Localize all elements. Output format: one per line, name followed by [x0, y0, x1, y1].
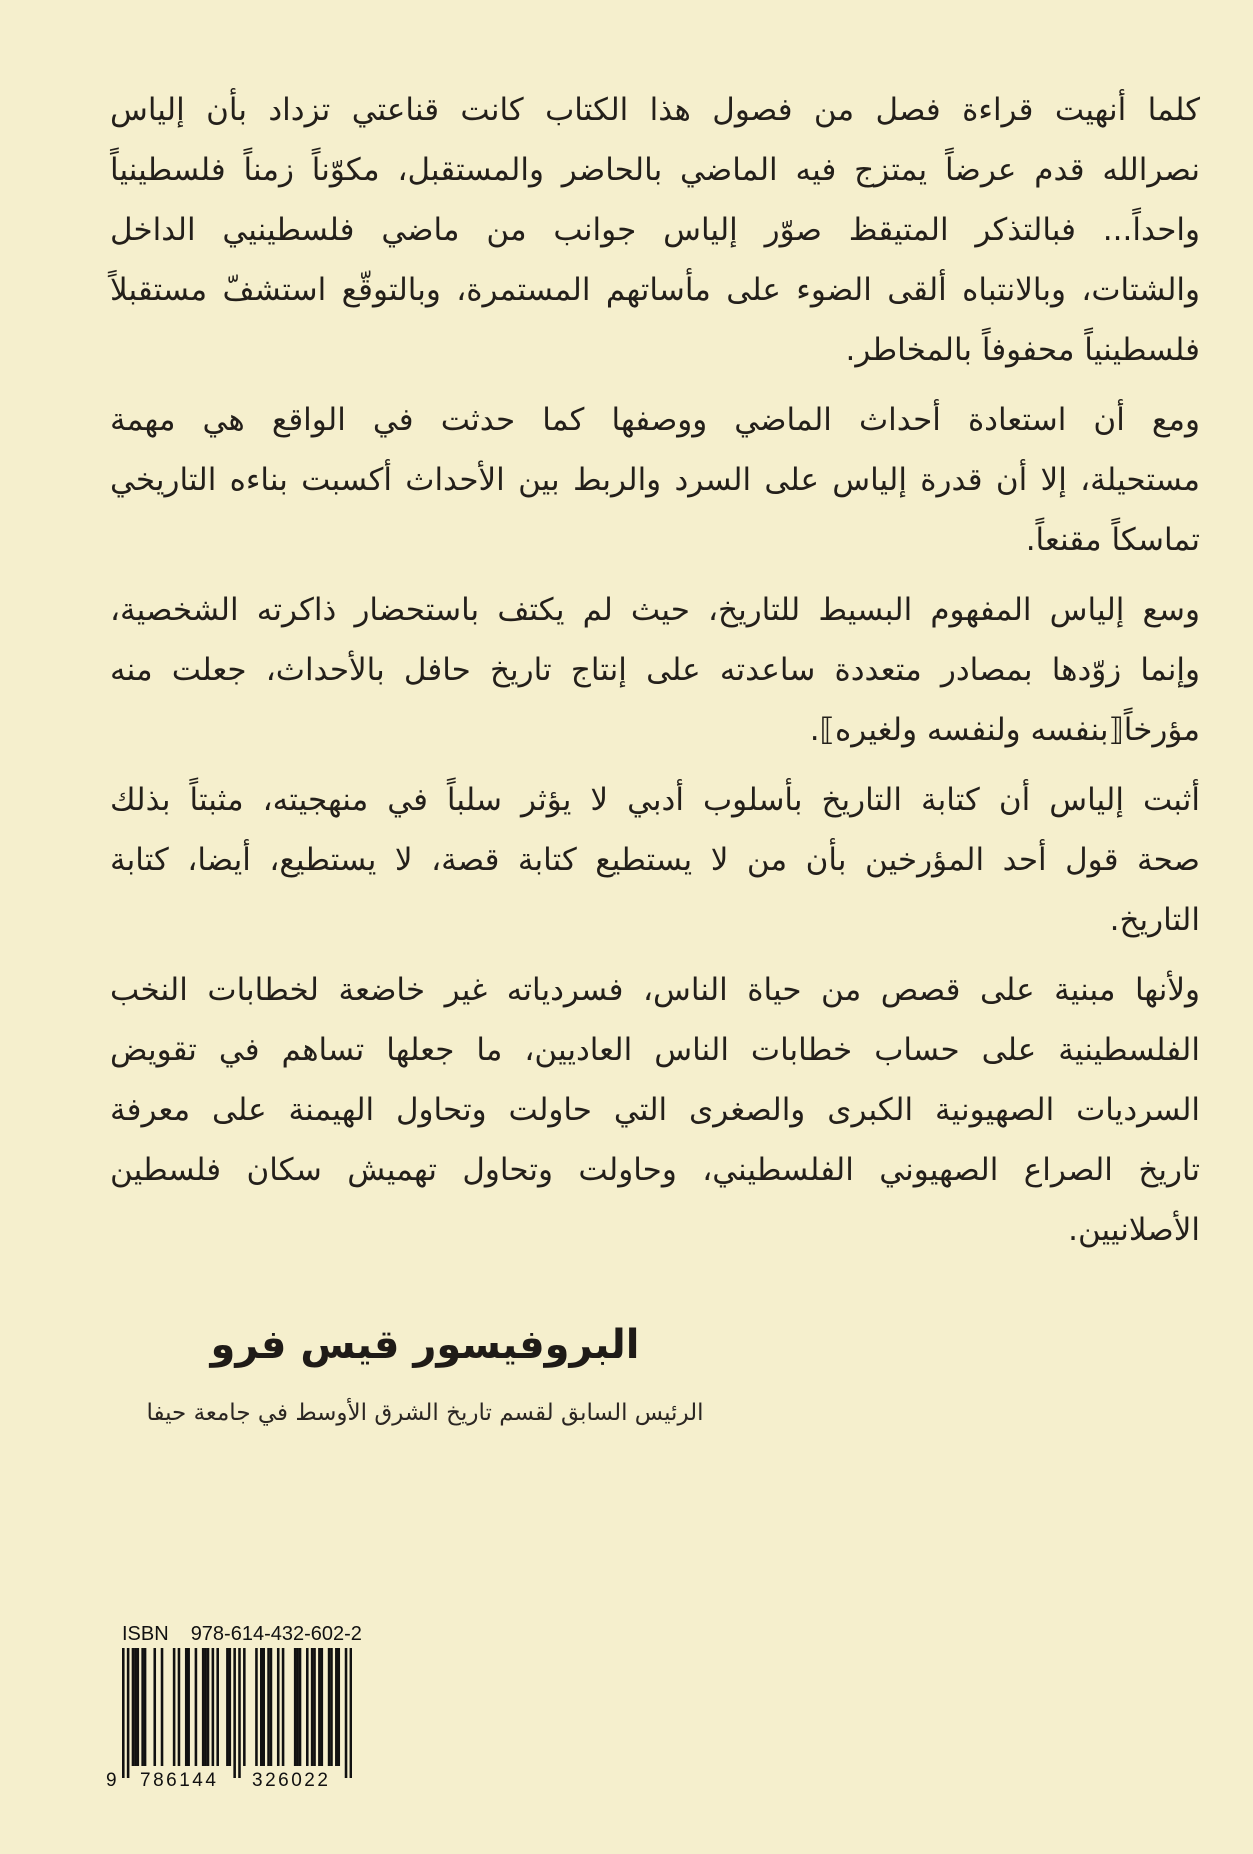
barcode-bar: [330, 1648, 333, 1766]
text-line: ولأنها مبنية على قصص من حياة الناس، فسردياته غير خاضعة لخطابات النخب: [110, 972, 1200, 1008]
barcode-bar: [137, 1648, 140, 1766]
barcode-bar: [144, 1648, 147, 1766]
paragraph-5: [110, 960, 1200, 1260]
text-line: مؤرخاً⟦بنفسه ولنفسه ولغيره⟧.: [809, 712, 1200, 748]
barcode-bar: [226, 1648, 229, 1766]
barcode-right-digits: 326022: [252, 1770, 331, 1791]
text-line: صحة قول أحد المؤرخين بأن من لا يستطيع كتابة قصة، لا يستطيع، أيضا، كتابة: [110, 842, 1200, 878]
barcode-bar: [212, 1648, 215, 1766]
text-line: نصرالله قدم عرضاً يمتزج فيه الماضي بالحاضر والمستقبل، مكوّناً زمناً فلسطينياً: [110, 152, 1200, 188]
barcode-bar: [187, 1648, 190, 1766]
barcode-bar: [262, 1648, 265, 1766]
barcode-bar: [173, 1648, 176, 1766]
barcode-guard-bar: [345, 1648, 348, 1778]
barcode-bar: [195, 1648, 198, 1766]
text-line: كلما أنهيت قراءة فصل من فصول هذا الكتاب كانت قناعتي تزداد بأن إلياس: [110, 92, 1200, 128]
text-line: أثبت إلياس أن كتابة التاريخ بأسلوب أدبي لا يؤثر سلباً في منهجيته، مثبتاً بذلك: [110, 782, 1200, 818]
barcode-bar: [335, 1648, 338, 1766]
text-line: واحداً... فبالتذكر المتيقظ صوّر إلياس جوانب من ماضي فلسطينيي الداخل: [110, 212, 1200, 248]
barcode-bar: [296, 1648, 299, 1766]
text-line: والشتات، وبالانتباه ألقى الضوء على مأساتهم المستمرة، وبالتوقّع استشفّ مستقبلاً: [110, 272, 1200, 308]
paragraph-3: [110, 580, 1200, 760]
barcode-bar: [282, 1648, 285, 1766]
barcode-bar: [260, 1648, 263, 1766]
barcode-bar: [318, 1648, 321, 1766]
barcode-bar: [328, 1648, 331, 1766]
barcode-bar: [270, 1648, 273, 1766]
isbn-number: 978-614-432-602-2: [190, 1623, 362, 1645]
barcode-bar: [204, 1648, 207, 1766]
barcode-guard-bar: [122, 1648, 125, 1778]
text-line: ومع أن استعادة أحداث الماضي ووصفها كما حدثت في الواقع هي مهمة: [110, 402, 1200, 438]
isbn-label: [122, 1622, 362, 1646]
author-signature: [125, 1320, 725, 1430]
barcode-bar: [311, 1648, 314, 1766]
blurb-text: [110, 80, 1200, 1430]
text-line: وإنما زوّدها بمصادر متعددة ساعدته على إنتاج تاريخ حافل بالأحداث، جعلت منه: [110, 652, 1200, 688]
paragraph-4: [110, 770, 1200, 950]
barcode-bar: [306, 1648, 309, 1766]
barcode-bar: [243, 1648, 246, 1766]
barcode-bar: [178, 1648, 181, 1766]
barcode-bar: [141, 1648, 144, 1766]
barcode-bar: [255, 1648, 258, 1766]
barcode-bar: [267, 1648, 270, 1766]
barcode-first-digit: 9: [106, 1770, 117, 1791]
barcode-guard-bar: [350, 1648, 352, 1778]
barcode-guard-bar: [238, 1648, 241, 1778]
barcode-bar: [229, 1648, 232, 1766]
barcode-left-digits: 786144: [140, 1770, 219, 1791]
barcode-bar: [134, 1648, 137, 1766]
barcode-bar: [207, 1648, 210, 1766]
text-line: تماسكاً مقنعاً.: [1025, 522, 1200, 558]
text-line: تاريخ الصراع الصهيوني الفلسطيني، وحاولت وتحاول تهميش سكان فلسطين: [110, 1152, 1200, 1188]
barcode: [122, 1648, 352, 1780]
barcode-bar: [216, 1648, 219, 1766]
text-line: السرديات الصهيونية الكبرى والصغرى التي حاولت وتحاول الهيمنة على معرفة: [110, 1092, 1200, 1128]
barcode-bar: [132, 1648, 135, 1766]
barcode-bar: [153, 1648, 156, 1766]
text-line: مستحيلة، إلا أن قدرة إلياس على السرد والربط بين الأحداث أكسبت بناءه التاريخي: [110, 462, 1200, 498]
text-line: وسع إلياس المفهوم البسيط للتاريخ، حيث لم يكتف باستحضار ذاكرته الشخصية،: [110, 592, 1200, 628]
author-title: الرئيس السابق لقسم تاريخ الشرق الأوسط في جامعة حيفا: [146, 1400, 704, 1426]
barcode-bar: [313, 1648, 316, 1766]
paragraph-1: [110, 80, 1200, 380]
text-line: الفلسطينية على حساب خطابات الناس العاديين، ما جعلها تساهم في تقويض: [110, 1032, 1200, 1068]
barcode-bar: [299, 1648, 302, 1766]
text-line: التاريخ.: [1109, 902, 1200, 938]
barcode-bar: [202, 1648, 205, 1766]
barcode-guard-bar: [233, 1648, 236, 1778]
barcode-bar: [161, 1648, 164, 1766]
barcode-bar: [185, 1648, 188, 1766]
barcode-bar: [294, 1648, 297, 1766]
paragraph-2: [110, 390, 1200, 570]
barcode-bar: [321, 1648, 324, 1766]
isbn-prefix: ISBN: [122, 1623, 169, 1645]
barcode-guard-bar: [127, 1648, 130, 1778]
text-line: فلسطينياً محفوفاً بالمخاطر.: [845, 332, 1200, 368]
text-line: الأصلانيين.: [1068, 1212, 1200, 1248]
author-name: البروفيسور قيس فرو: [210, 1322, 640, 1368]
barcode-bar: [277, 1648, 280, 1766]
barcode-bar: [337, 1648, 340, 1766]
